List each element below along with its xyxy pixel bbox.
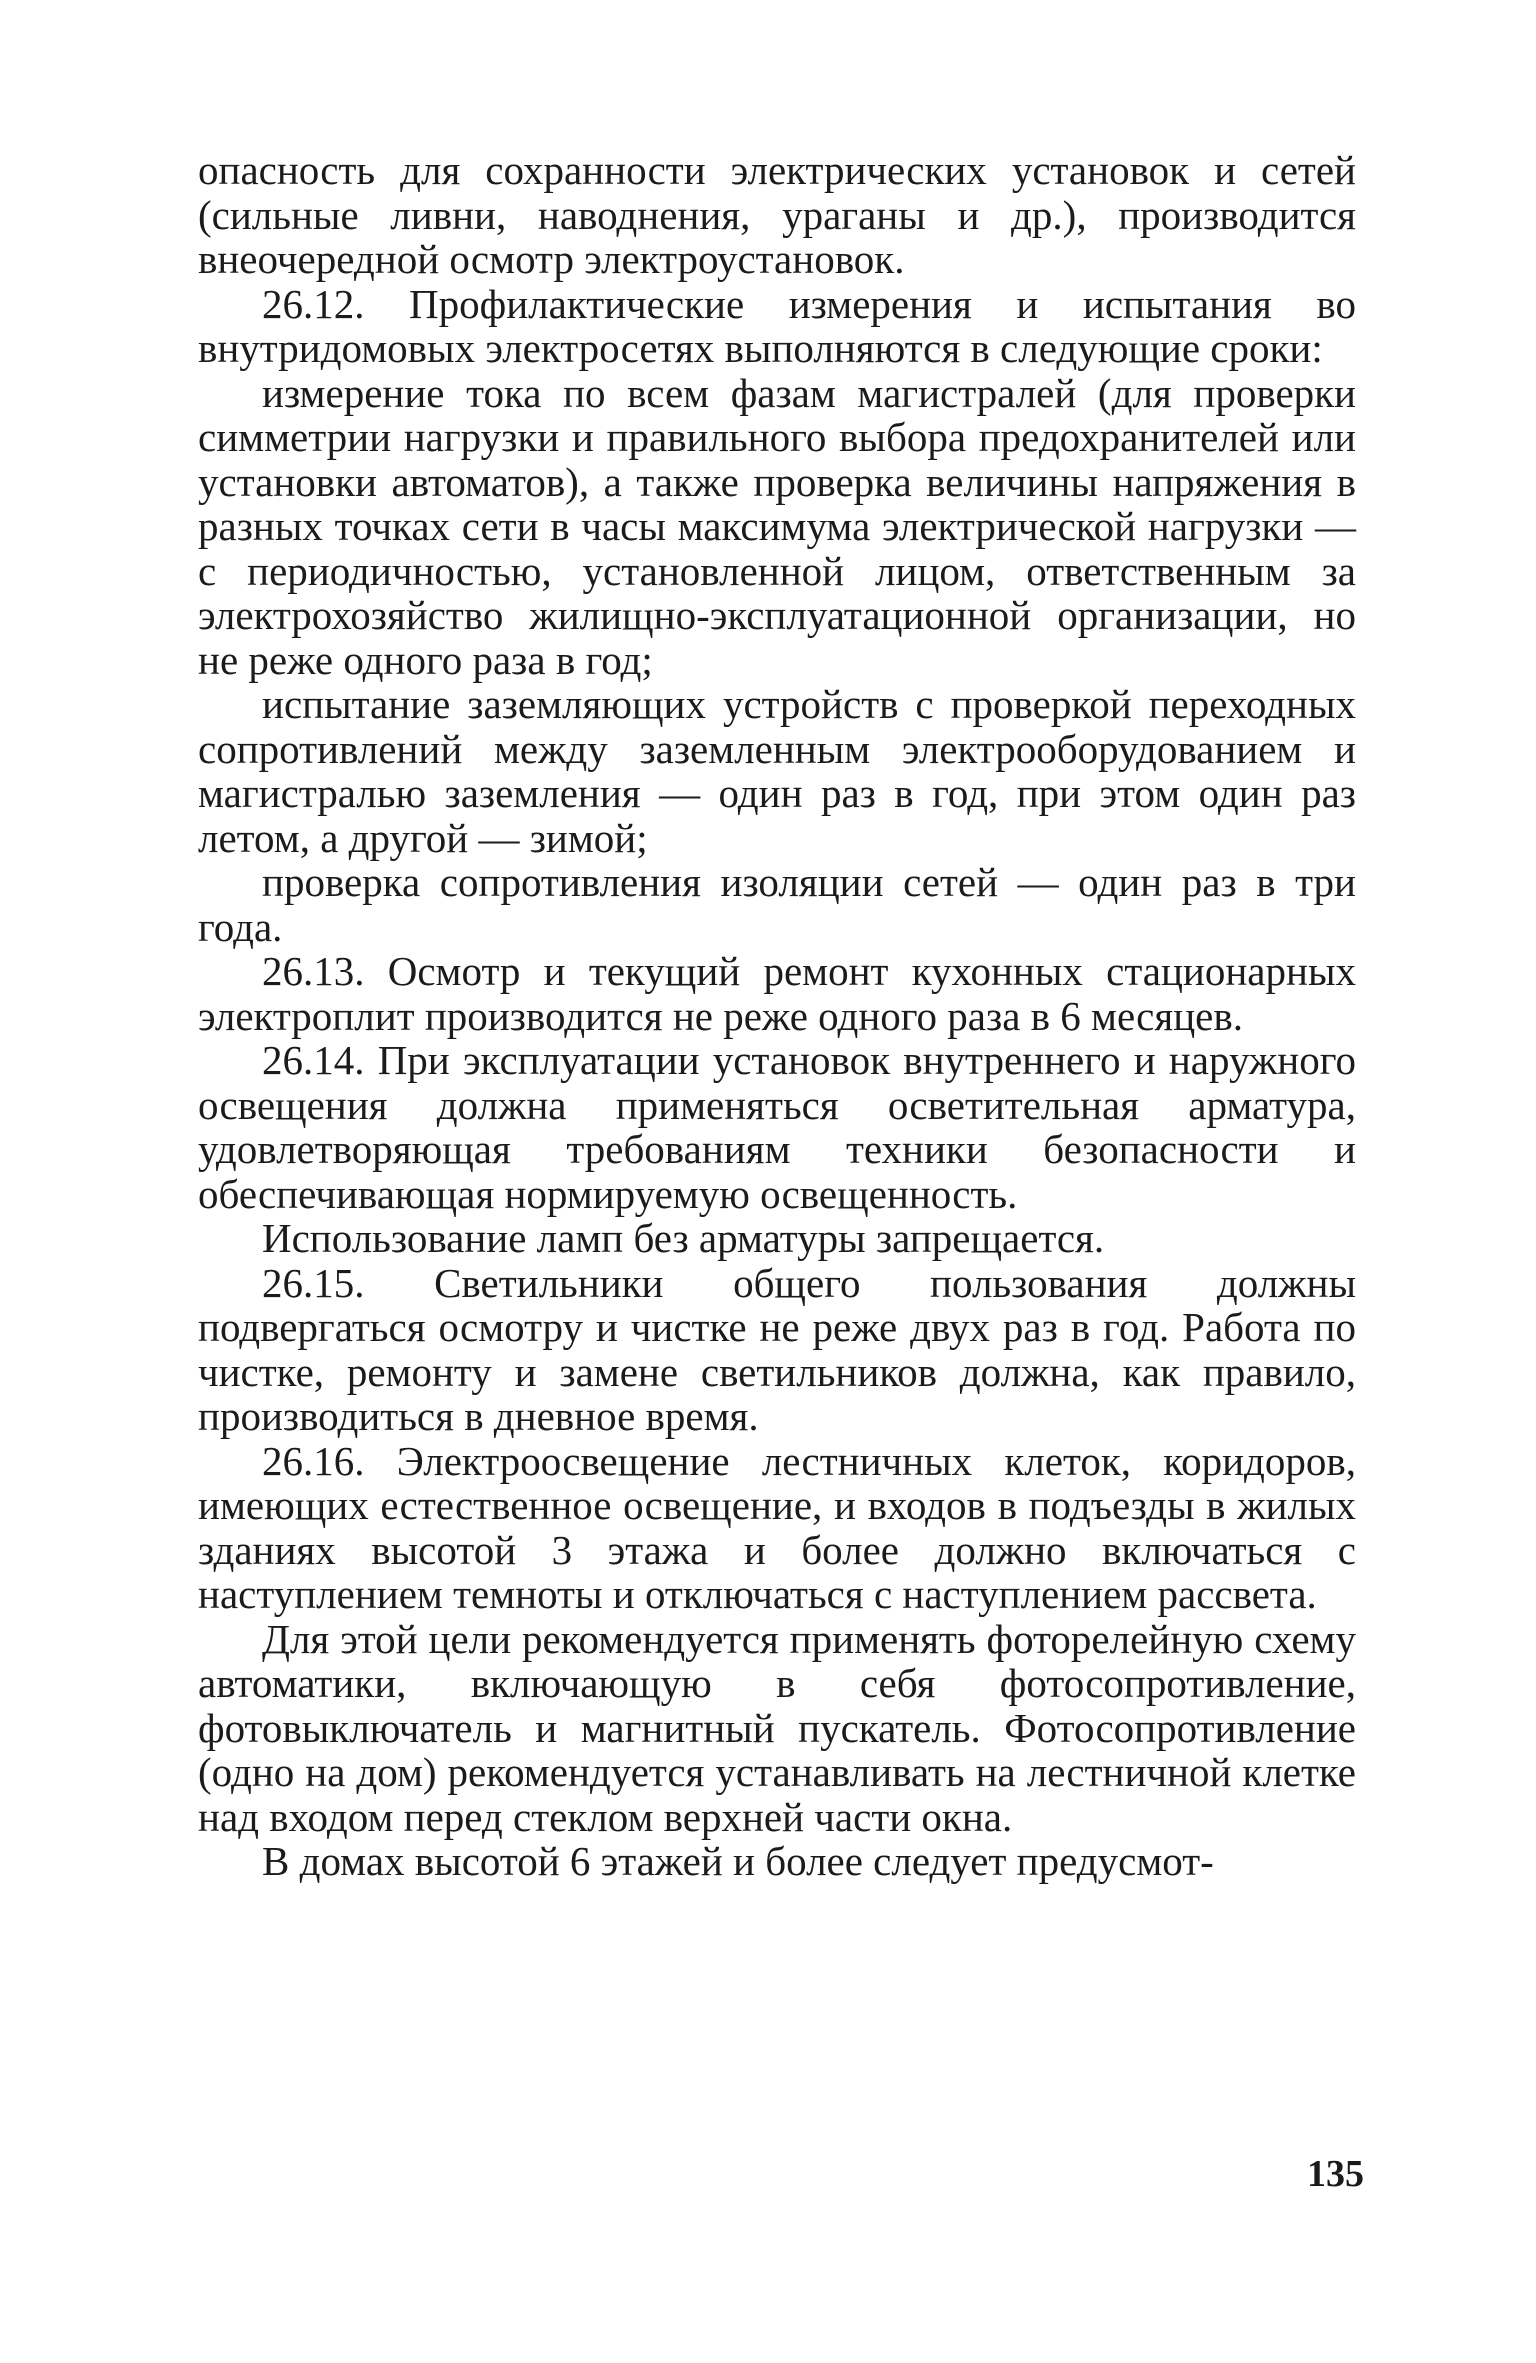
paragraph-photorelay: Для этой цели рекомендуется применять фоторелейную схему автоматики, включающую в себя фотосопротивление, фотовыключатель и магнитный пускатель. Фотосопротивление (одно на дом) рекомендуется устанавливать на лестничной клетке над входом перед стеклом верхней части окна. (198, 1615, 1356, 1840)
list-item-current-measurement: измерение тока по всем фазам магистралей (для проверки симметрии нагрузки и правильного выбора предохранителей или установки автоматов), а также проверка величины напряжения в разных точках сети в часы максимума электрической нагрузки — с периодичностью, установленной лицом, ответственным за электрохозяйство жилищно-эксплуатационной организации, но не реже одного раза в год; (198, 369, 1356, 683)
page-number: 135 (1307, 2153, 1364, 2195)
paragraph-continuation: опасность для сохранности электрических установок и сетей (сильные ливни, наводнения, ураганы и др.), производится внеочередной осмотр электроустановок. (198, 147, 1356, 282)
body-text (198, 148, 1356, 1884)
list-item-grounding-test: испытание заземляющих устройств с проверкой переходных сопротивлений между заземленным электрооборудованием и магистралью заземления — один раз в год, при этом один раз летом, а другой — зимой; (198, 681, 1356, 861)
paragraph-26-13: 26.13. Осмотр и текущий ремонт кухонных стационарных электроплит производится не реже одного раза в 6 месяцев. (198, 948, 1356, 1039)
paragraph-lamps-prohibited: Использование ламп без арматуры запрещается. (262, 1215, 1105, 1261)
paragraph-26-16: 26.16. Электроосвещение лестничных клеток, коридоров, имеющих естественное освещение, и входов в подъезды в жилых зданиях высотой 3 этажа и более должно включаться с наступлением темноты и отключаться с наступлением рассвета. (198, 1437, 1356, 1617)
paragraph-26-14: 26.14. При эксплуатации установок внутреннего и наружного освещения должна применяться осветительная арматура, удовлетворяющая требованиям техники безопасности и обеспечивающая нормируемую освещенность. (198, 1037, 1356, 1217)
list-item-insulation-check: проверка сопротивления изоляции сетей — один раз в три года. (198, 859, 1356, 950)
paragraph-26-15: 26.15. Светильники общего пользования должны подвергаться осмотру и чистке не реже двух раз в год. Работа по чистке, ремонту и замене светильников должна, как правило, производиться в дневное время. (198, 1259, 1356, 1439)
paragraph-26-12: 26.12. Профилактические измерения и испытания во внутридомовых электросетях выполняются в следующие сроки: (198, 280, 1356, 371)
paragraph-six-storey: В домах высотой 6 этажей и более следует предусмот- (262, 1838, 1214, 1884)
